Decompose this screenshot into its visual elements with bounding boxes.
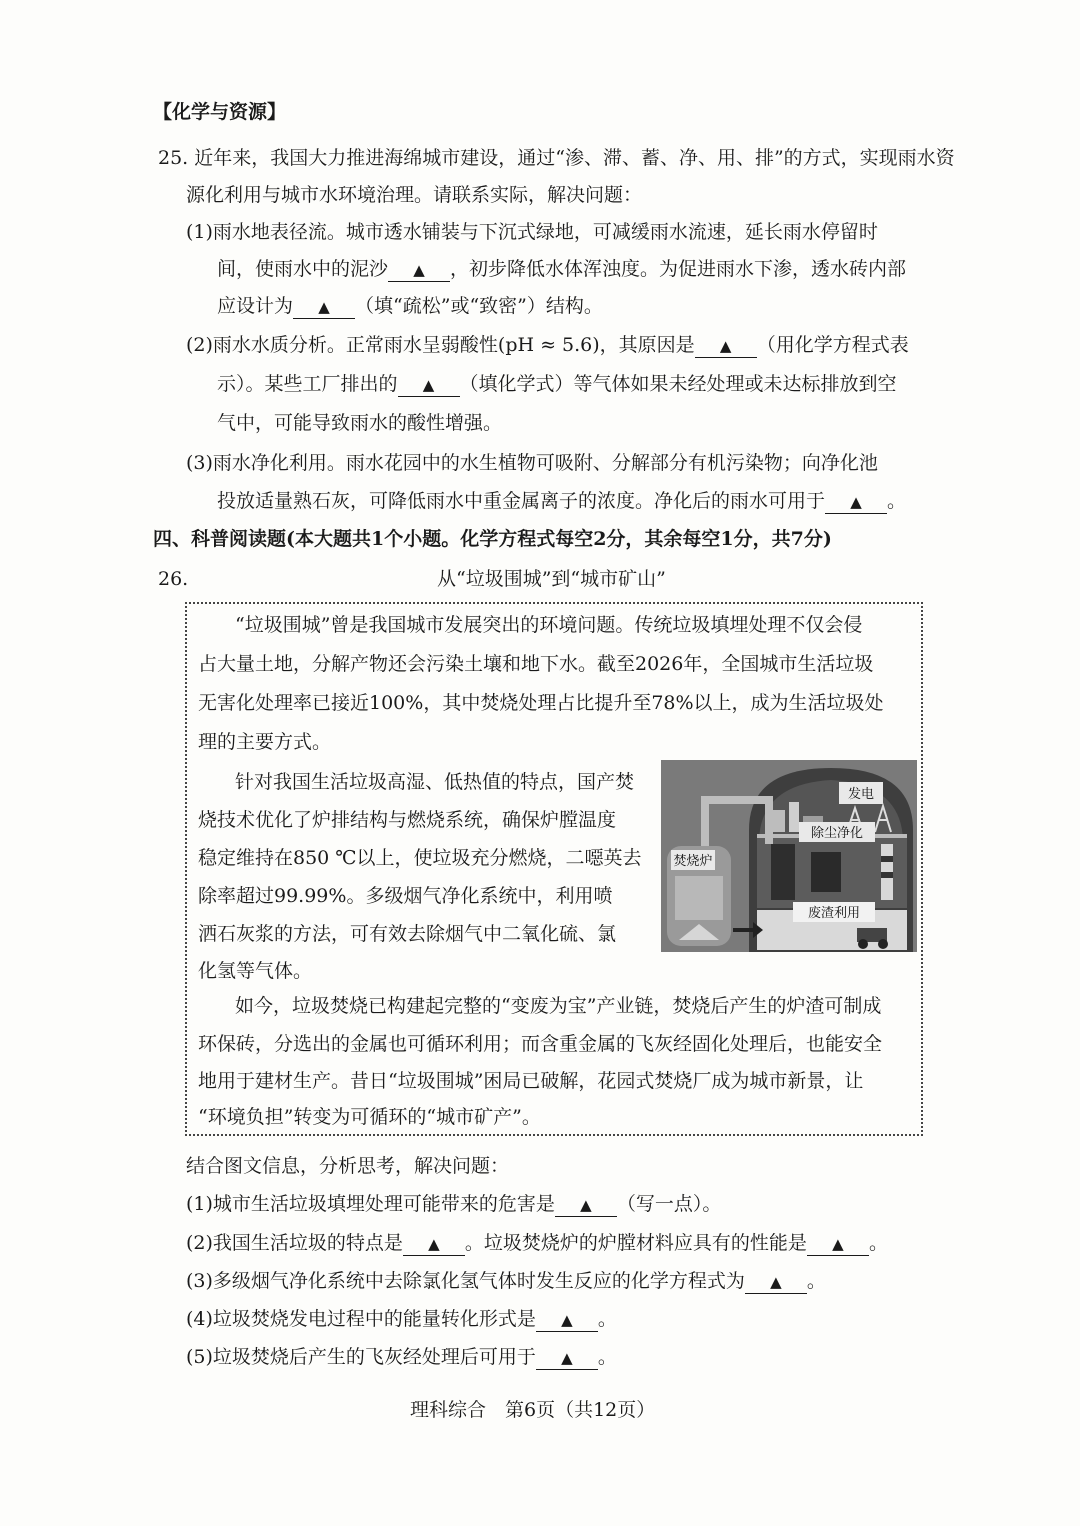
q26-sub3: [186, 1268, 826, 1294]
answer-blank[interactable]: [555, 1193, 617, 1217]
blank-marker-icon: ▲: [318, 298, 330, 316]
blank-marker-icon: ▲: [428, 1235, 440, 1253]
blank-marker-icon: ▲: [832, 1235, 844, 1253]
blank-marker-icon: ▲: [422, 376, 435, 394]
answer-blank[interactable]: [745, 1270, 807, 1294]
passage-para2-line: 稳定维持在850 ℃以上，使垃圾充分燃烧，二噁英去: [198, 847, 642, 869]
answer-blank[interactable]: [536, 1308, 598, 1332]
q25-stem-line1: 25. 近年来，我国大力推进海绵城市建设，通过“渗、滞、蓄、净、用、排”的方式，实现雨水资: [158, 147, 955, 169]
figure-label-dust-removal: 除尘净化: [810, 826, 864, 841]
q25-part3-text: 投放适量熟石灰，可降低雨水中重金属离子的浓度。净化后的雨水可用于: [217, 490, 826, 512]
answer-blank[interactable]: [536, 1346, 598, 1370]
blank-marker-icon: ▲: [580, 1196, 592, 1214]
q26-sub4: [186, 1306, 617, 1332]
q26-sub2: [186, 1230, 888, 1256]
passage-para2-line: 烧技术优化了炉排结构与燃烧系统，确保炉膛温度: [198, 809, 617, 831]
passage-para3-line: 如今，垃圾焚烧已构建起完整的“变废为宝”产业链，焚烧后产生的炉渣可制成: [235, 995, 882, 1017]
figure-label-power: 发电: [847, 787, 875, 802]
q25-part1-line2: [217, 256, 906, 282]
blank-marker-icon: ▲: [413, 261, 425, 279]
q26-sub5-text: (5)垃圾焚烧后产生的飞灰经处理后可用于: [186, 1346, 536, 1368]
q26-sub2-text: 。: [868, 1232, 888, 1254]
q26-intro: 结合图文信息，分析思考，解决问题：: [186, 1155, 510, 1177]
q25-part1-line1: (1)雨水地表径流。城市透水铺装与下沉式绿地，可减缓雨水流速，延长雨水停留时: [186, 221, 878, 243]
incineration-plant-illustration: [661, 760, 917, 952]
q25-part3-line1: (3)雨水净化利用。雨水花园中的水生植物可吸附、分解部分有机污染物；向净化池: [186, 452, 878, 474]
passage-para3-line: 环保砖，分选出的金属也可循环利用；而含重金属的飞灰经固化处理后，也能安全: [198, 1033, 883, 1055]
q25-part2-line1: [186, 332, 909, 358]
q26-sub4-text: 。: [597, 1308, 617, 1330]
q25-part1-text: ，初步降低水体浑浊度。为促进雨水下渗，透水砖内部: [450, 258, 907, 280]
part4-heading: 四、科普阅读题(本大题共1个小题。化学方程式每空2分，其余每空1分，共7分): [153, 528, 832, 550]
q25-part2-text: （填化学式）等气体如果未经处理或未达标排放到空: [459, 373, 897, 395]
section-title: 【化学与资源】: [153, 101, 287, 123]
figure-label-furnace: 焚烧炉: [673, 854, 713, 869]
q26-sub1: [186, 1191, 721, 1217]
q25-part2-text: (2)雨水水质分析。正常雨水呈弱酸性(pH ≈ 5.6)，其原因是: [186, 334, 695, 356]
answer-blank[interactable]: [695, 334, 757, 358]
passage-para2-line: 针对我国生活垃圾高湿、低热值的特点，国产焚: [235, 771, 635, 793]
answer-blank[interactable]: [293, 295, 355, 319]
q25-part3-line2: [217, 488, 906, 514]
blank-marker-icon: ▲: [561, 1311, 573, 1329]
q26-sub1-text: （写一点）。: [616, 1193, 722, 1215]
passage-para3-line: 地用于建材生产。昔日“垃圾围城”困局已破解，花园式焚烧厂成为城市新景，让: [198, 1070, 864, 1092]
passage-para2-line: 除率超过99.99%。多级烟气净化系统中，利用喷: [198, 885, 613, 907]
q25-part2-line3: 气中，可能导致雨水的酸性增强。: [217, 412, 503, 434]
passage-para1-line: 占大量土地，分解产物还会污染土壤和地下水。截至2026年，全国城市生活垃圾: [198, 653, 874, 675]
figure-label-slag-use: 废渣利用: [807, 906, 861, 921]
passage-para1-line: “垃圾围城”曾是我国城市发展突出的环境问题。传统垃圾填埋处理不仅会侵: [235, 614, 863, 636]
q26-sub3-text: (3)多级烟气净化系统中去除氯化氢气体时发生反应的化学方程式为: [186, 1270, 745, 1292]
q26-sub2-text: 。垃圾焚烧炉的炉膛材料应具有的性能是: [464, 1232, 807, 1254]
q26-sub1-text: (1)城市生活垃圾填埋处理可能带来的危害是: [186, 1193, 555, 1215]
q26-sub2-text: (2)我国生活垃圾的特点是: [186, 1232, 403, 1254]
answer-blank[interactable]: [398, 373, 460, 397]
blank-marker-icon: ▲: [719, 337, 732, 355]
q26-sub5: [186, 1344, 617, 1370]
blank-marker-icon: ▲: [561, 1349, 573, 1367]
q25-part2-text: 示）。某些工厂排出的: [217, 373, 398, 395]
q25-part2-text: （用化学方程式表: [756, 334, 909, 356]
q26-number: 26.: [158, 568, 189, 590]
q25-part3-text: 。: [887, 490, 907, 512]
passage-para1-line: 无害化处理率已接近100%，其中焚烧处理占比提升至78%以上，成为生活垃圾处: [198, 692, 884, 714]
answer-blank[interactable]: [388, 258, 450, 282]
q26-sub3-text: 。: [806, 1270, 826, 1292]
passage-para2-line: 化氢等气体。: [198, 960, 313, 982]
passage-para3-line: “环境负担”转变为可循环的“城市矿产”。: [198, 1106, 541, 1128]
passage-para1-line: 理的主要方式。: [198, 731, 332, 753]
answer-blank[interactable]: [825, 490, 887, 514]
q25-part2-line2: [217, 371, 897, 397]
q26-sub5-text: 。: [597, 1346, 617, 1368]
q26-sub4-text: (4)垃圾焚烧发电过程中的能量转化形式是: [186, 1308, 536, 1330]
q25-part1-line3: [217, 293, 603, 319]
q25-part1-text: 应设计为: [217, 295, 294, 317]
q26-article-title: 从“垃圾围城”到“城市矿山”: [437, 568, 666, 590]
blank-marker-icon: ▲: [850, 493, 862, 511]
passage-para2-line: 洒石灰浆的方法，可有效去除烟气中二氧化硫、氯: [198, 923, 617, 945]
q25-stem-line2: 源化利用与城市水环境治理。请联系实际，解决问题：: [186, 184, 643, 206]
q25-part1-text: （填“疏松”或“致密”）结构。: [355, 295, 603, 317]
blank-marker-icon: ▲: [770, 1273, 782, 1291]
answer-blank[interactable]: [807, 1232, 869, 1256]
answer-blank[interactable]: [403, 1232, 465, 1256]
page-footer: 理科综合 第6页（共12页）: [410, 1399, 656, 1421]
q25-part1-text: 间，使雨水中的泥沙: [217, 258, 389, 280]
